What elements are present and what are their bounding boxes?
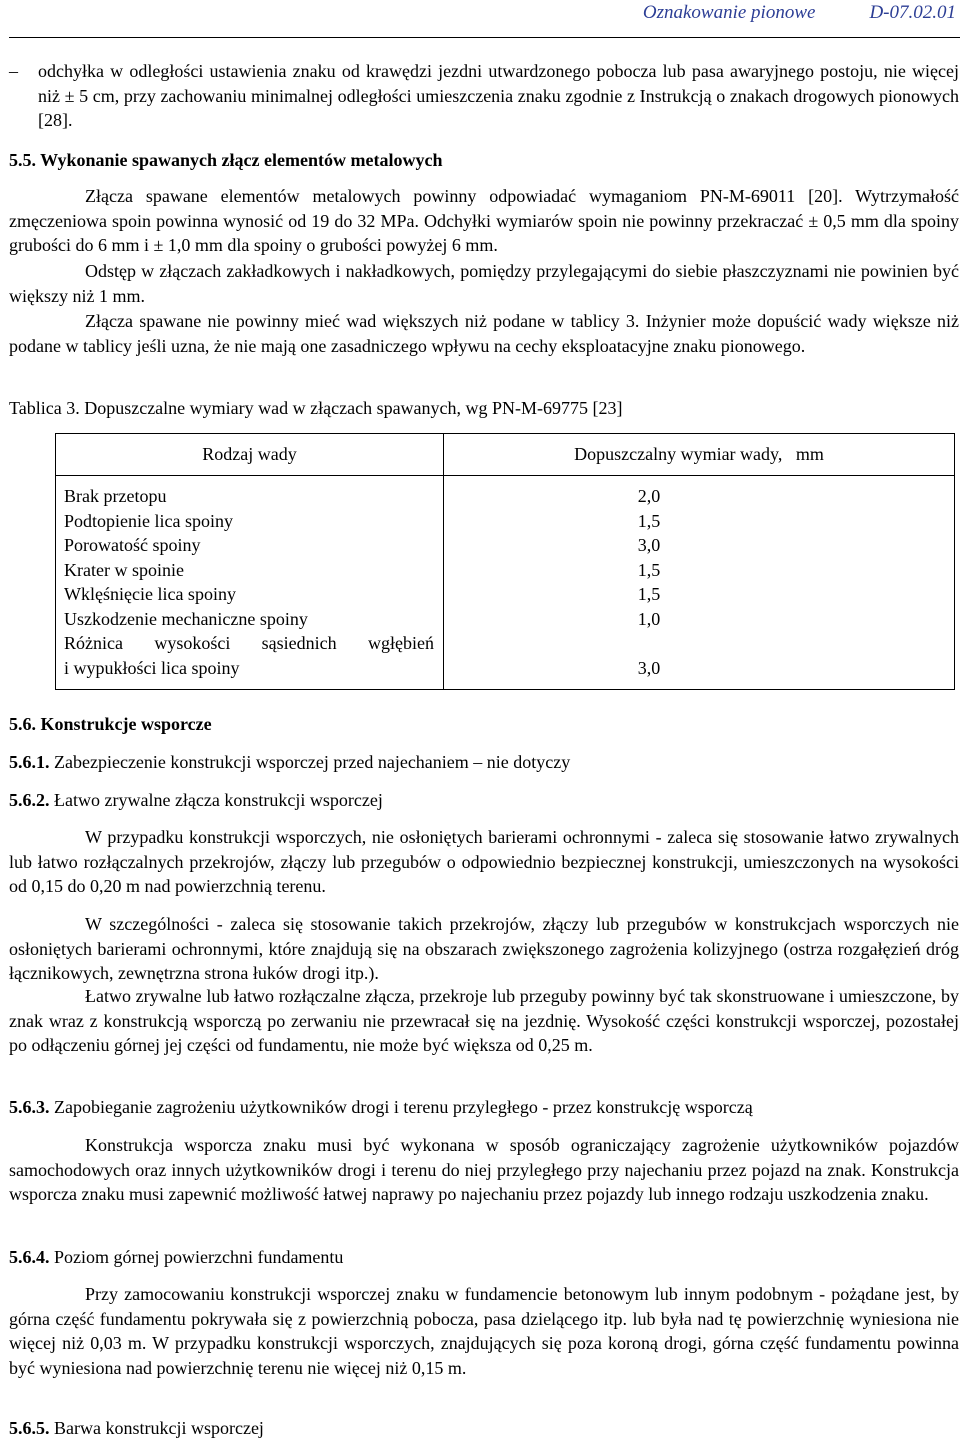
defect-name: Podtopienie lica spoiny [64,510,233,531]
running-header [256,2,956,24]
section-number: 5.6.4. [9,1247,50,1267]
header-rule [9,37,960,38]
defect-name: Uszkodzenie mechaniczne spoiny [64,608,308,629]
heading-5-6-4: 5.6.4. Poziom górnej powierzchni fundamentu [9,1247,344,1267]
defect-value: 1,0 [637,608,661,629]
col-header-defect: Rodzaj wady [56,434,444,476]
heading-5-6-1: 5.6.1. Zabezpieczenie konstrukcji wsporczej przed najechaniem – nie dotyczy [9,752,571,772]
col-header-size [444,434,955,476]
defect-value: 2,0 [637,486,661,506]
defect-names-cell [56,476,444,690]
paragraph-5-6-4: Przy zamocowaniu konstrukcji wsporczej znaku w fundamencie betonowym lub innym podobnym - pożądane jest, by górna część fundamentu pokrywała się z powierzchnią pobocza, pasa dzielącego itp. lub była nad tę powierzchnię wyniesiona nie więcej niż 0,03 m. W przypadku konstrukcji wsporczych, znajdujących się poza koroną drogi, górna część fundamentu powinna być wyniesiona nad powierzchnię terenu nie więcej niż 0,15 m. [9,1284,959,1378]
section-number: 5.6.5. [9,1418,50,1438]
section-number: 5.6.3. [9,1097,50,1117]
defect-value: 3,0 [637,657,661,678]
defects-table [55,433,955,690]
table-caption: Tablica 3. Dopuszczalne wymiary wad w złączach spawanych, wg PN-M-69775 [23] [9,398,623,418]
defect-name: Krater w spoinie [64,559,184,580]
paragraph-5-5-3: Złącza spawane nie powinny mieć wad większych niż podane w tablicy 3. Inżynier może dopuścić wady większe niż podane w tablicy jeśli uzna, że nie mają one zasadniczego wpływu na cechy eksploatacyjne znaku pionowego. [9,311,959,356]
defect-value: 1,5 [637,510,661,531]
defect-name: Porowatość spoiny [64,535,201,555]
paragraph-5-6-2-b: W szczególności - zaleca się stosowanie takich przekrojów, złączy lub przegubów w konstrukcjach wsporczych nie osłoniętych barierami ochronnymi, które znajdują się na obszarach zwiększonego zagrożenia kolizyjnego (ostrza rozgałęzień dróg łącznikowych, zewnętrzna strona łuków drogi itp.). [9,914,959,983]
defect-values-cell [444,476,955,690]
paragraph-5-5-2: Odstęp w złączach zakładkowych i nakładkowych, pomiędzy przylegającymi do siebie płaszczyznami nie powinien być większy niż 1 mm. [9,261,959,306]
dash-list-item [9,59,959,133]
defect-name-multiline [64,631,434,656]
header-title: Oznakowanie pionowe [642,2,816,23]
defect-value: 1,5 [637,559,661,580]
table-header-row [56,434,955,476]
word: wgłębień [368,633,434,653]
section-number: 5.6.2. [9,790,50,810]
heading-5-6-3: 5.6.3. Zapobieganie zagrożeniu użytkowników drogi i terenu przyległego - przez konstrukcję wsporczą [9,1097,753,1117]
word: wysokości [154,633,231,653]
defect-name-cont: i wypukłości lica spoiny [64,657,240,678]
section-number: 5.6.1. [9,752,50,772]
paragraph-5-6-2-a: W przypadku konstrukcji wsporczych, nie osłoniętych barierami ochronnymi - zaleca się stosowanie łatwo zrywalnych lub łatwo rozłączalnych przekrojów, złączy lub przegubów o odpowiednio bezpiecznej konstrukcji, umieszczonych na wysokości od 0,15 do 0,20 m nad powierzchnią terenu. [9,827,959,896]
heading-5-6: 5.6. Konstrukcje wsporcze [9,714,212,734]
defect-value: 1,5 [637,584,661,604]
dash-bullet: – [9,61,18,81]
word: Różnica [64,633,123,653]
heading-5-6-2: 5.6.2. Łatwo zrywalne złącza konstrukcji wsporczej [9,790,383,810]
paragraph-5-6-3: Konstrukcja wsporcza znaku musi być wykonana w sposób ograniczający zagrożenie użytkowników pojazdów samochodowych oraz innych użytkowników drogi i terenu do niej przyległego przy najechaniu przez pojazd na znak. Konstrukcja wsporcza znaku musi zapewnić możliwość łatwej naprawy po najechaniu przez pojazdy lub innego rodzaju uszkodzenia znaku. [9,1135,959,1204]
header-code: D-07.02.01 [869,2,956,23]
word: sąsiednich [261,633,337,653]
heading-5-5: 5.5. Wykonanie spawanych złącz elementów metalowych [9,150,443,170]
paragraph-5-6-2-c: Łatwo zrywalne lub łatwo rozłączalne złącza, przekroje lub przeguby powinny być tak skonstruowane i umieszczone, by znak wraz z konstrukcją wsporczą po zerwaniu nie przewracał się na jezdnię. Wysokość części konstrukcji wsporczej, pozostałej po odłączeniu górnej jej części od fundamentu, nie może być większa od 0,25 m. [9,986,959,1055]
heading-5-6-5: 5.6.5. Barwa konstrukcji wsporczej [9,1418,264,1438]
defect-name: Wklęśnięcie lica spoiny [64,584,236,604]
defect-name: Brak przetopu [64,486,167,506]
defect-value: 3,0 [637,535,661,555]
table-body-row [56,476,955,690]
col-header-size-text: Dopuszczalny wymiar wady, mm [574,444,824,464]
defect-value-spacer [444,631,854,656]
paragraph-5-5-1: Złącza spawane elementów metalowych powinny odpowiadać wymaganiom PN-M-69011 [20]. Wytrzymałość zmęczeniowa spoin powinna wynosić od 19 do 32 MPa. Odchyłki wymiarów spoin nie powinny przekraczać ± 0,5 mm dla spoiny grubości do 6 mm i ± 1,0 mm dla spoiny o grubości powyżej 6 mm. [9,186,959,255]
dash-item-text: odchyłka w odległości ustawienia znaku od krawędzi jezdni utwardzonego pobocza lub pasa awaryjnego postoju, nie więcej niż ± 5 cm, przy zachowaniu minimalnej odległości umieszczenia znaku zgodnie z Instrukcją o znakach drogowych pionowych [28]. [38,61,959,130]
